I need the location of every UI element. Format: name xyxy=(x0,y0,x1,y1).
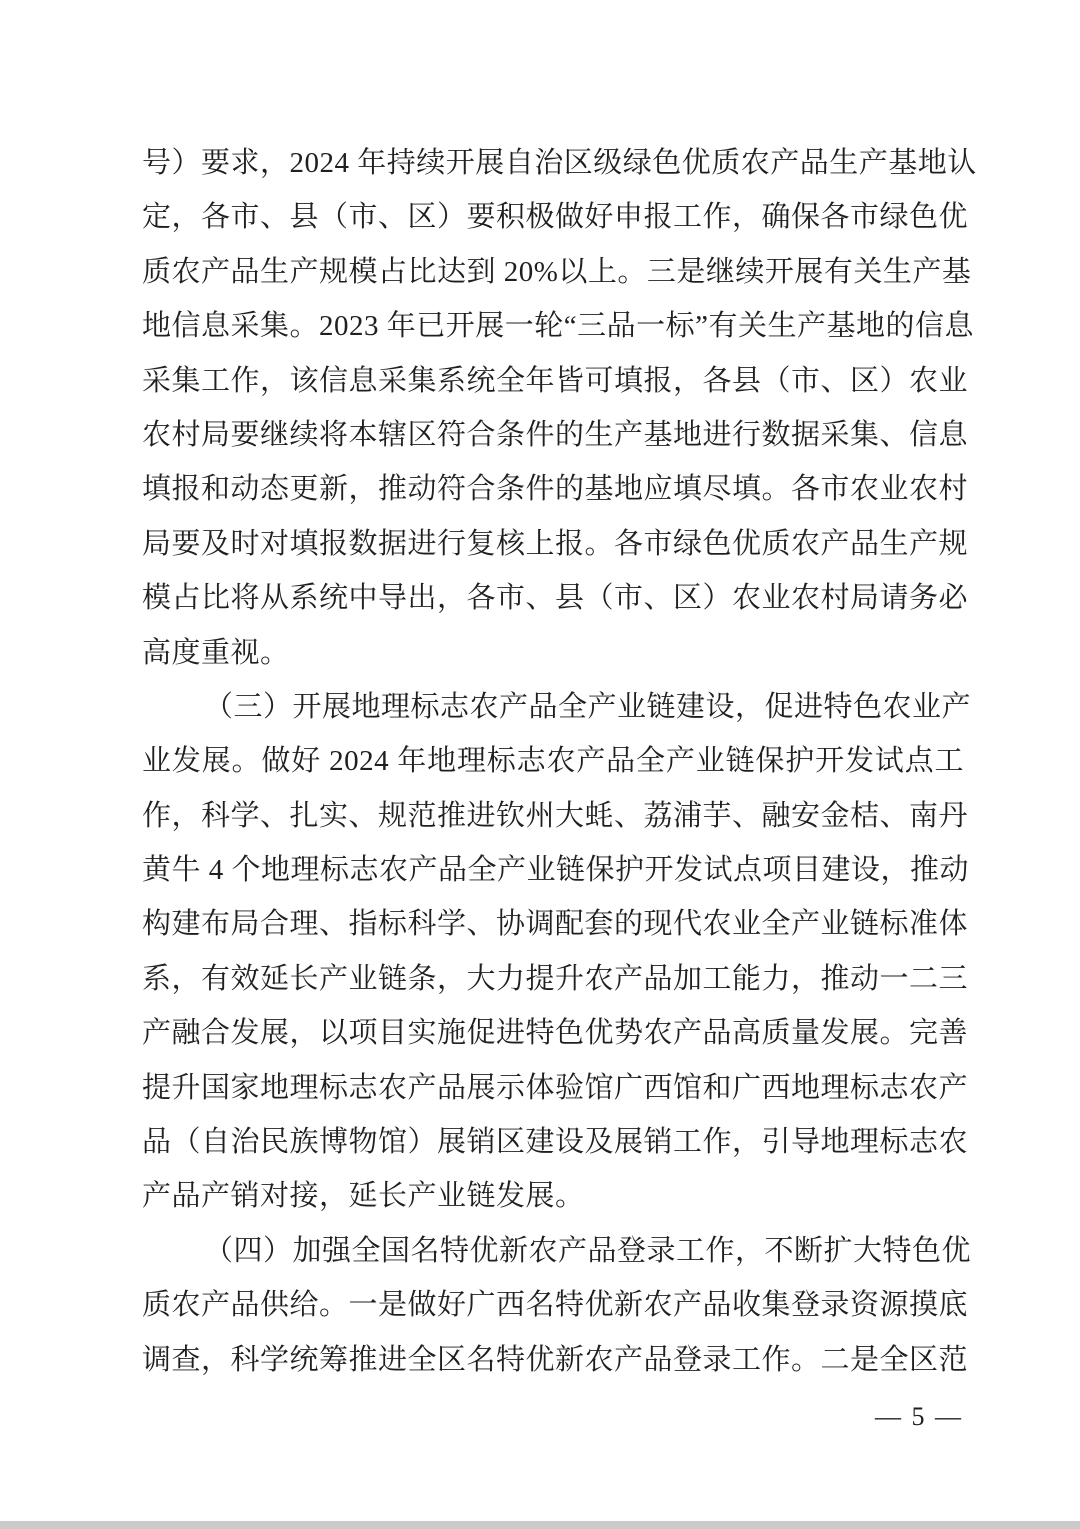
text-line: 构建布局合理、指标科学、协调配套的现代农业全产业链标准体 xyxy=(142,908,969,941)
text-line: 高度重视。 xyxy=(142,636,290,669)
text-line: 调查，科学统筹推进全区名特优新农产品登录工作。二是全区范 xyxy=(142,1343,969,1376)
text-line: 采集工作，该信息采集系统全年皆可填报，各县（市、区）农业 xyxy=(142,364,969,397)
text-line: 品（自治民族博物馆）展销区建设及展销工作，引导地理标志农 xyxy=(142,1126,969,1159)
text-line: 黄牛 4 个地理标志农产品全产业链保护开发试点项目建设，推动 xyxy=(142,854,970,887)
text-line: 地信息采集。2023 年已开展一轮“三品一标”有关生产基地的信息 xyxy=(142,310,974,343)
page-number: — 5 — xyxy=(875,1402,963,1431)
text-line: 农村局要继续将本辖区符合条件的生产基地进行数据采集、信息 xyxy=(142,418,969,451)
text-line: 定，各市、县（市、区）要积极做好申报工作，确保各市绿色优 xyxy=(142,201,969,234)
section-heading-line: （三）开展地理标志农产品全产业链建设，促进特色农业产 xyxy=(204,690,972,723)
text-line: 模占比将从系统中导出，各市、县（市、区）农业农村局请务必 xyxy=(142,582,969,615)
text-line: 业发展。做好 2024 年地理标志农产品全产业链保护开发试点工 xyxy=(142,745,964,778)
section-heading-line: （四）加强全国名特优新农产品登录工作，不断扩大特色优 xyxy=(204,1234,972,1267)
text-line: 作，科学、扎实、规范推进钦州大蚝、荔浦芋、融安金桔、南丹 xyxy=(142,799,969,832)
scan-edge-strip xyxy=(0,1521,1080,1529)
text-line: 局要及时对填报数据进行复核上报。各市绿色优质农产品生产规 xyxy=(142,527,969,560)
text-line: 提升国家地理标志农产品展示体验馆广西馆和广西地理标志农产 xyxy=(142,1071,969,1104)
text-line: 系，有效延长产业链条，大力提升农产品加工能力，推动一二三 xyxy=(142,962,969,995)
text-line: 填报和动态更新，推动符合条件的基地应填尽填。各市农业农村 xyxy=(142,473,969,506)
text-line: 质农产品供给。一是做好广西名特优新农产品收集登录资源摸底 xyxy=(142,1289,969,1322)
text-line: 号）要求，2024 年持续开展自治区级绿色优质农产品生产基地认 xyxy=(142,147,977,179)
text-line: 质农产品生产规模占比达到 20%以上。三是继续开展有关生产基 xyxy=(142,255,972,288)
text-line: 产融合发展，以项目实施促进特色优势农产品高质量发展。完善 xyxy=(142,1017,969,1050)
document-body xyxy=(142,136,977,1387)
text-line: 产品产销对接，延长产业链发展。 xyxy=(142,1180,585,1213)
